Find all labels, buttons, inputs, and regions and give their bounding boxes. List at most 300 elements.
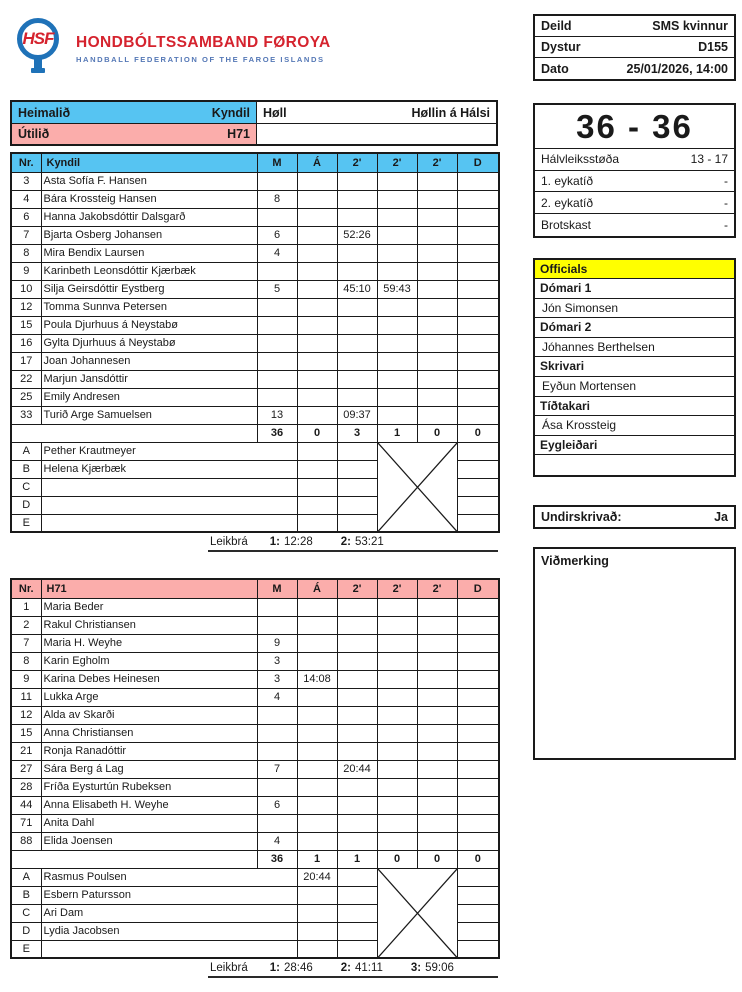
- player-row: [11, 652, 499, 670]
- stat-cell: [417, 172, 457, 190]
- stat-cell: [337, 670, 377, 688]
- total-value: 36: [257, 424, 297, 442]
- player-number: 7: [11, 226, 41, 244]
- stat-cell: [337, 496, 377, 514]
- stat-cell: [457, 598, 499, 616]
- stat-cell: [297, 244, 337, 262]
- total-value: 0: [297, 424, 337, 442]
- official-role: Skrivari: [535, 357, 734, 377]
- stat-cell: [297, 280, 337, 298]
- stat-cell: [297, 940, 337, 958]
- col-header-team-name: Kyndil: [41, 153, 257, 172]
- officials-box: [533, 258, 736, 477]
- player-row: [11, 244, 499, 262]
- stat-cell: [297, 460, 337, 478]
- stat-cell: 9: [257, 634, 297, 652]
- away-label: Útilið: [18, 127, 50, 141]
- stat-cell: [457, 478, 499, 496]
- player-row: [11, 316, 499, 334]
- game-flow-line: [208, 534, 498, 552]
- stat-cell: [417, 208, 457, 226]
- col-header-team-name: H71: [41, 579, 257, 598]
- player-name: Elida Joensen: [41, 832, 257, 850]
- player-row: [11, 388, 499, 406]
- stat-cell: [417, 814, 457, 832]
- bench-letter: A: [11, 868, 41, 886]
- player-name: Gylta Djurhuus á Neystabø: [41, 334, 257, 352]
- player-row: [11, 760, 499, 778]
- stat-cell: 5: [257, 280, 297, 298]
- stat-cell: 3: [257, 652, 297, 670]
- bench-letter: C: [11, 904, 41, 922]
- federation-name: HONDBÓLTSSAMBAND FØROYA: [76, 34, 331, 51]
- stat-cell: [337, 742, 377, 760]
- stat-cell: [297, 778, 337, 796]
- stat-cell: [297, 370, 337, 388]
- stat-cell: [377, 316, 417, 334]
- stat-cell: [417, 652, 457, 670]
- stat-cell: [417, 406, 457, 424]
- bench-letter: D: [11, 496, 41, 514]
- stat-cell: [337, 388, 377, 406]
- player-name: Joan Johannesen: [41, 352, 257, 370]
- logo-text: HSF: [22, 29, 54, 48]
- signature-box: [533, 505, 736, 529]
- stat-cell: [457, 760, 499, 778]
- hall-cell-empty: [257, 124, 496, 144]
- overtime2-row: [535, 192, 734, 214]
- player-number: 71: [11, 814, 41, 832]
- stat-cell: [377, 796, 417, 814]
- player-name: Fríða Eysturtún Rubeksen: [41, 778, 257, 796]
- stat-cell: [457, 262, 499, 280]
- player-name: Sára Berg á Lag: [41, 760, 257, 778]
- home-team-name: Kyndil: [211, 105, 250, 120]
- remarks-box: [533, 547, 736, 760]
- player-number: 33: [11, 406, 41, 424]
- player-number: 28: [11, 778, 41, 796]
- stat-cell: [417, 832, 457, 850]
- stat-cell: [337, 514, 377, 532]
- score-row-label: 1. eykatíð: [541, 174, 594, 189]
- totals-row: [11, 424, 499, 442]
- stat-cell: [337, 778, 377, 796]
- col-header-stat: 2': [417, 153, 457, 172]
- bench-official-name: Lydia Jacobsen: [41, 922, 297, 940]
- stat-cell: [297, 406, 337, 424]
- stat-cell: [417, 298, 457, 316]
- leikbra-entry: 2: 53:21: [340, 536, 384, 548]
- player-row: [11, 598, 499, 616]
- total-value: 0: [457, 850, 499, 868]
- stat-cell: [377, 298, 417, 316]
- roster-table: [10, 152, 500, 533]
- player-name: Karina Debes Heinesen: [41, 670, 257, 688]
- stat-cell: [417, 352, 457, 370]
- player-row: [11, 778, 499, 796]
- player-row: [11, 352, 499, 370]
- col-header-stat: 2': [417, 579, 457, 598]
- total-value: 3: [337, 424, 377, 442]
- bench-official-name: [41, 940, 297, 958]
- stat-cell: [377, 190, 417, 208]
- stat-cell: [337, 244, 377, 262]
- score-row-label: 2. eykatíð: [541, 195, 594, 210]
- player-number: 7: [11, 634, 41, 652]
- stat-cell: [297, 334, 337, 352]
- stat-cell: [337, 796, 377, 814]
- stat-cell: [457, 280, 499, 298]
- stat-cell: [457, 796, 499, 814]
- player-name: Tomma Sunnva Petersen: [41, 298, 257, 316]
- stat-cell: [417, 778, 457, 796]
- stat-cell: [337, 298, 377, 316]
- venue-block: [10, 100, 498, 146]
- stat-cell: [257, 724, 297, 742]
- match-info-row: [535, 16, 734, 37]
- stat-cell: [417, 598, 457, 616]
- player-name: Maria H. Weyhe: [41, 634, 257, 652]
- overtime1-row: [535, 171, 734, 193]
- player-number: 3: [11, 172, 41, 190]
- stat-cell: [297, 496, 337, 514]
- stat-cell: [377, 598, 417, 616]
- player-name: Hanna Jakobsdóttir Dalsgarð: [41, 208, 257, 226]
- stat-cell: [257, 172, 297, 190]
- stat-cell: [377, 334, 417, 352]
- player-number: 1: [11, 598, 41, 616]
- stat-cell: [417, 796, 457, 814]
- stat-cell: [417, 742, 457, 760]
- score-row-value: -: [724, 217, 728, 232]
- player-number: 10: [11, 280, 41, 298]
- stat-cell: [297, 172, 337, 190]
- player-row: [11, 706, 499, 724]
- stat-cell: [297, 616, 337, 634]
- stat-cell: [417, 244, 457, 262]
- roster-section-away: [10, 578, 498, 978]
- stat-cell: [377, 352, 417, 370]
- match-info-row: [535, 37, 734, 58]
- stat-cell: [297, 598, 337, 616]
- stat-cell: [297, 352, 337, 370]
- stat-cell: [457, 706, 499, 724]
- stat-cell: [417, 280, 457, 298]
- player-row: [11, 814, 499, 832]
- player-name: Anita Dahl: [41, 814, 257, 832]
- stat-cell: [377, 670, 417, 688]
- player-name: Bára Krossteig Hansen: [41, 190, 257, 208]
- stat-cell: [457, 388, 499, 406]
- player-number: 11: [11, 688, 41, 706]
- player-row: [11, 832, 499, 850]
- player-number: 16: [11, 334, 41, 352]
- stat-cell: [297, 922, 337, 940]
- player-row: [11, 172, 499, 190]
- col-header-nr: Nr.: [11, 579, 41, 598]
- stat-cell: 4: [257, 688, 297, 706]
- stat-cell: [297, 262, 337, 280]
- officials-title: Officials: [535, 260, 734, 279]
- crossed-out-area: [377, 442, 457, 532]
- score-row-value: -: [724, 174, 728, 189]
- leikbra-entry: 1: 12:28: [269, 536, 313, 548]
- stat-cell: [257, 814, 297, 832]
- home-team-cell: [12, 102, 257, 123]
- stat-cell: [297, 724, 337, 742]
- player-name: Emily Andresen: [41, 388, 257, 406]
- bench-official-name: [41, 496, 297, 514]
- match-info-label: Dato: [541, 61, 569, 76]
- stat-cell: [337, 922, 377, 940]
- stat-cell: [297, 388, 337, 406]
- col-header-stat: D: [457, 153, 499, 172]
- player-row: [11, 262, 499, 280]
- stat-cell: [377, 706, 417, 724]
- player-number: 2: [11, 616, 41, 634]
- stat-cell: [417, 388, 457, 406]
- player-name: Anna Christiansen: [41, 724, 257, 742]
- player-row: [11, 724, 499, 742]
- bench-letter: A: [11, 442, 41, 460]
- match-info-box: [533, 14, 736, 81]
- stat-cell: [457, 514, 499, 532]
- bench-row: [11, 868, 499, 886]
- stat-cell: [337, 940, 377, 958]
- official-role: Dómari 2: [535, 318, 734, 338]
- remarks-label: Viðmerking: [541, 554, 609, 568]
- stat-cell: [377, 370, 417, 388]
- player-row: [11, 280, 499, 298]
- stat-cell: [417, 670, 457, 688]
- bench-letter: C: [11, 478, 41, 496]
- player-number: 15: [11, 316, 41, 334]
- away-team-name: H71: [227, 127, 250, 141]
- player-number: 9: [11, 670, 41, 688]
- stat-cell: [297, 760, 337, 778]
- bench-letter: E: [11, 940, 41, 958]
- player-row: [11, 370, 499, 388]
- stat-cell: [457, 460, 499, 478]
- stat-cell: [337, 724, 377, 742]
- stat-cell: [297, 742, 337, 760]
- stat-cell: [377, 652, 417, 670]
- stat-cell: [257, 706, 297, 724]
- stat-cell: 14:08: [297, 670, 337, 688]
- stat-cell: [297, 226, 337, 244]
- stat-cell: 7: [257, 760, 297, 778]
- signature-value: Ja: [714, 510, 728, 524]
- player-row: [11, 634, 499, 652]
- stat-cell: [457, 406, 499, 424]
- player-row: [11, 190, 499, 208]
- stat-cell: [457, 496, 499, 514]
- stat-cell: [257, 598, 297, 616]
- stat-cell: 20:44: [337, 760, 377, 778]
- stat-cell: [417, 634, 457, 652]
- player-number: 27: [11, 760, 41, 778]
- stat-cell: 52:26: [337, 226, 377, 244]
- stat-cell: [457, 298, 499, 316]
- player-name: Lukka Arge: [41, 688, 257, 706]
- player-number: 12: [11, 706, 41, 724]
- bench-letter: B: [11, 460, 41, 478]
- bench-official-name: [41, 514, 297, 532]
- player-name: Silja Geirsdóttir Eystberg: [41, 280, 257, 298]
- stat-cell: [337, 478, 377, 496]
- stat-cell: [457, 652, 499, 670]
- score-box: [533, 103, 736, 238]
- stat-cell: [417, 262, 457, 280]
- stat-cell: [377, 778, 417, 796]
- col-header-stat: M: [257, 579, 297, 598]
- stat-cell: [297, 652, 337, 670]
- bench-official-name: Esbern Patursson: [41, 886, 297, 904]
- stat-cell: [337, 442, 377, 460]
- match-info-label: Dystur: [541, 40, 581, 54]
- col-header-stat: 2': [377, 579, 417, 598]
- roster-header-row: [11, 153, 499, 172]
- player-name: Ronja Ranadóttir: [41, 742, 257, 760]
- stat-cell: [337, 616, 377, 634]
- stat-cell: [377, 262, 417, 280]
- stat-cell: [377, 406, 417, 424]
- stat-cell: [257, 742, 297, 760]
- stat-cell: [377, 742, 417, 760]
- stat-cell: [257, 352, 297, 370]
- player-row: [11, 334, 499, 352]
- stat-cell: [377, 634, 417, 652]
- stat-cell: 8: [257, 190, 297, 208]
- game-flow-line: [208, 960, 498, 978]
- stat-cell: [417, 334, 457, 352]
- stat-cell: [257, 208, 297, 226]
- player-row: [11, 298, 499, 316]
- stat-cell: [337, 460, 377, 478]
- player-name: Turið Arge Samuelsen: [41, 406, 257, 424]
- stat-cell: [337, 190, 377, 208]
- total-value: 0: [377, 850, 417, 868]
- official-role: Dómari 1: [535, 279, 734, 299]
- stat-cell: [377, 388, 417, 406]
- stat-cell: [297, 814, 337, 832]
- stat-cell: [457, 670, 499, 688]
- stat-cell: 4: [257, 832, 297, 850]
- stat-cell: [257, 298, 297, 316]
- col-header-stat: 2': [377, 153, 417, 172]
- player-number: 21: [11, 742, 41, 760]
- stat-cell: [297, 442, 337, 460]
- stat-cell: [457, 442, 499, 460]
- stat-cell: [297, 634, 337, 652]
- stat-cell: 6: [257, 226, 297, 244]
- roster-header-row: [11, 579, 499, 598]
- player-number: 44: [11, 796, 41, 814]
- stat-cell: [457, 922, 499, 940]
- totals-spacer: [11, 850, 257, 868]
- stat-cell: [377, 616, 417, 634]
- stat-cell: [337, 172, 377, 190]
- stat-cell: [377, 244, 417, 262]
- total-value: 1: [337, 850, 377, 868]
- stat-cell: [457, 244, 499, 262]
- total-value: 0: [417, 424, 457, 442]
- stat-cell: [257, 778, 297, 796]
- player-number: 15: [11, 724, 41, 742]
- official-role: Eygleiðari: [535, 436, 734, 456]
- player-number: 88: [11, 832, 41, 850]
- stat-cell: [257, 388, 297, 406]
- hall-name: Høllin á Hálsi: [411, 105, 490, 120]
- stat-cell: [297, 706, 337, 724]
- match-info-value: SMS kvinnur: [652, 19, 728, 33]
- stat-cell: [377, 688, 417, 706]
- stat-cell: [257, 262, 297, 280]
- total-value: 0: [417, 850, 457, 868]
- player-number: 8: [11, 244, 41, 262]
- stat-cell: 45:10: [337, 280, 377, 298]
- stat-cell: [337, 370, 377, 388]
- stat-cell: [337, 706, 377, 724]
- stat-cell: [457, 334, 499, 352]
- leikbra-label: Leikbrá: [210, 962, 248, 974]
- player-name: Karin Egholm: [41, 652, 257, 670]
- total-value: 1: [377, 424, 417, 442]
- col-header-stat: D: [457, 579, 499, 598]
- stat-cell: 09:37: [337, 406, 377, 424]
- player-name: Maria Beder: [41, 598, 257, 616]
- stat-cell: [337, 598, 377, 616]
- col-header-nr: Nr.: [11, 153, 41, 172]
- stat-cell: [337, 208, 377, 226]
- col-header-stat: Á: [297, 579, 337, 598]
- player-name: Poula Djurhuus á Neystabø: [41, 316, 257, 334]
- stat-cell: [377, 814, 417, 832]
- official-role: Tíðtakari: [535, 397, 734, 417]
- player-number: 22: [11, 370, 41, 388]
- stat-cell: [457, 616, 499, 634]
- x-mark-icon: [378, 443, 457, 532]
- halftime-row: [535, 149, 734, 171]
- stat-cell: [457, 814, 499, 832]
- stat-cell: [337, 316, 377, 334]
- player-name: Rakul Christiansen: [41, 616, 257, 634]
- penalty-row: [535, 214, 734, 236]
- bench-letter: D: [11, 922, 41, 940]
- stat-cell: [417, 190, 457, 208]
- stat-cell: [457, 172, 499, 190]
- official-name: Jón Simonsen: [535, 299, 734, 319]
- stat-cell: [457, 634, 499, 652]
- total-value: 1: [297, 850, 337, 868]
- stat-cell: [257, 334, 297, 352]
- bench-letter: B: [11, 886, 41, 904]
- player-row: [11, 208, 499, 226]
- stat-cell: [337, 334, 377, 352]
- stat-cell: [457, 352, 499, 370]
- stat-cell: [377, 172, 417, 190]
- leikbra-entry: 3: 59:06: [410, 962, 454, 974]
- stat-cell: [417, 706, 457, 724]
- match-info-value: 25/01/2026, 14:00: [626, 61, 728, 76]
- bench-official-name: Pether Krautmeyer: [41, 442, 297, 460]
- x-mark-icon: [378, 869, 457, 958]
- player-name: Marjun Jansdóttir: [41, 370, 257, 388]
- player-number: 8: [11, 652, 41, 670]
- bench-official-name: [41, 478, 297, 496]
- stat-cell: [457, 370, 499, 388]
- totals-row: [11, 850, 499, 868]
